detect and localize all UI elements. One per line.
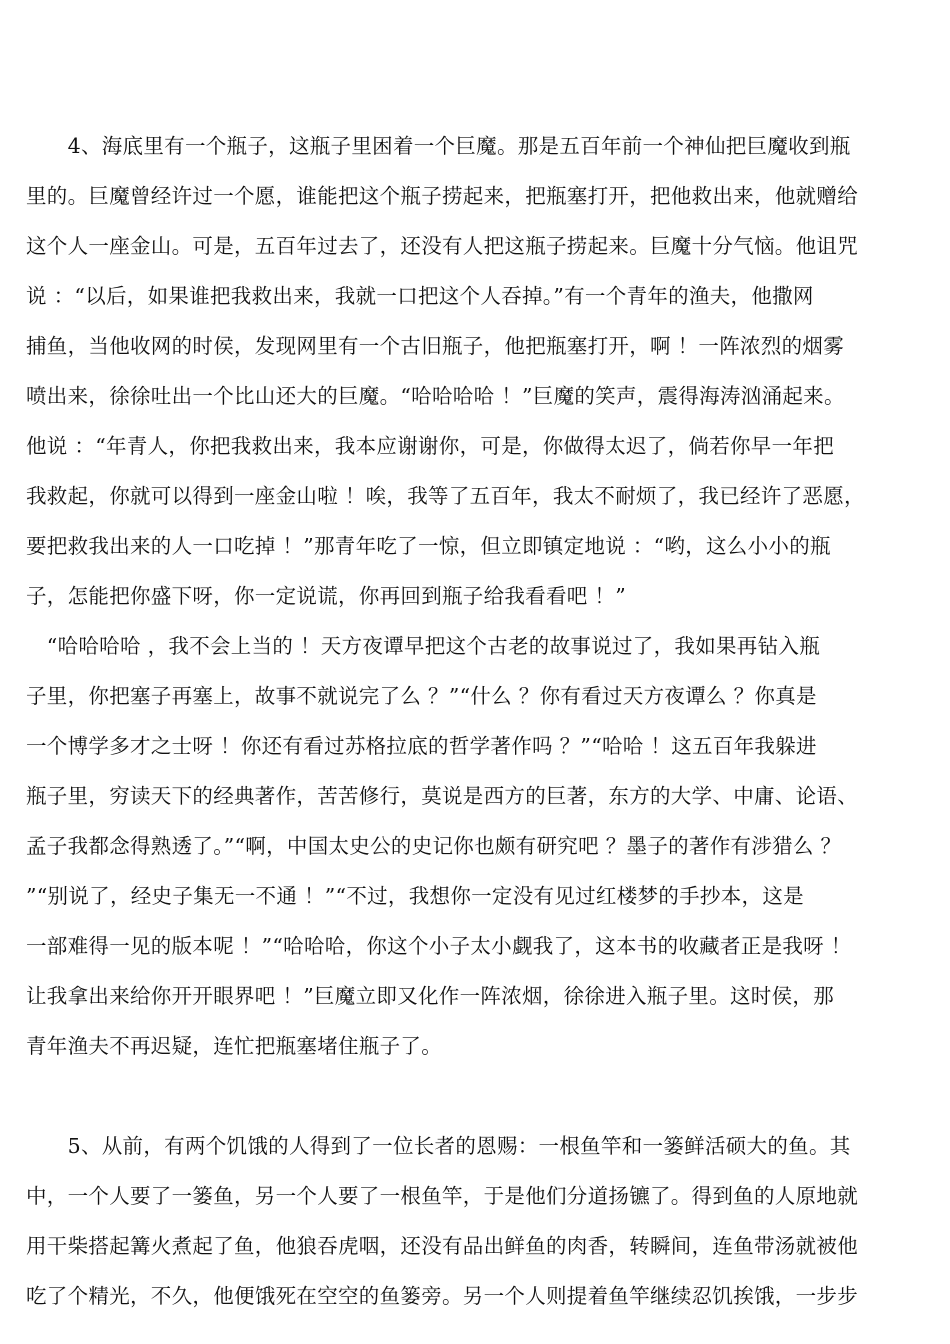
- text-line: 4、海底里有一个瓶子，这瓶子里困着一个巨魔。那是五百年前一个神仙把巨魔收到瓶: [26, 134, 851, 158]
- text-line: 要把救我出来的人一口吃掉 ！”那青年吃了一惊，但立即镇定地说 ：“哟，这么小小的瓶: [26, 534, 831, 558]
- text-line: 孟子我都念得熟透了。”“啊，中国太史公的史记你也颇有研究吧 ？墨子的著作有涉猎么 ？: [26, 834, 842, 858]
- text-line: 里的。巨魔曾经许过一个愿，谁能把这个瓶子捞起来，把瓶塞打开，把他救出来，他就赠给: [26, 184, 858, 208]
- text-line: 子，怎能把你盛下呀，你一定说谎，你再回到瓶子给我看看吧 ！”: [26, 584, 626, 608]
- text-line: 一个博学多才之士呀 ！你还有看过苏格拉底的哲学著作吗 ？”“哈哈 ！这五百年我躲进: [26, 734, 817, 758]
- text-line: 捕鱼，当他收网的时侯，发现网里有一个古旧瓶子，他把瓶塞打开，啊 ！一阵浓烈的烟雾: [26, 334, 845, 358]
- text-line: 让我拿出来给你开开眼界吧 ！”巨魔立即又化作一阵浓烟，徐徐进入瓶子里。这时侯，那: [26, 984, 834, 1008]
- text-line: 一部难得一见的版本呢 ！”“哈哈哈，你这个小子太小觑我了，这本书的收藏者正是我呀 ！: [26, 934, 852, 958]
- text-line: “哈哈哈哈 ，我不会上当的 ！天方夜谭早把这个古老的故事说过了，我如果再钻入瓶: [26, 634, 821, 658]
- text-line: 吃了个精光，不久，他便饿死在空空的鱼篓旁。另一个人则提着鱼竿继续忍饥挨饿，一步步: [26, 1284, 858, 1308]
- text-line: ”“别说了，经史子集无一不通 ！”“不过，我想你一定没有见过红楼梦的手抄本，这是: [26, 884, 804, 908]
- text-line: 中，一个人要了一篓鱼，另一个人要了一根鱼竿，于是他们分道扬镳了。得到鱼的人原地就: [26, 1184, 858, 1208]
- text-line: 用干柴搭起篝火煮起了鱼，他狼吞虎咽，还没有品出鲜鱼的肉香，转瞬间，连鱼带汤就被他: [26, 1234, 858, 1258]
- text-line: 我救起，你就可以得到一座金山啦 ！唉，我等了五百年，我太不耐烦了，我已经许了恶愿，: [26, 484, 865, 508]
- text-line: 5、从前，有两个饥饿的人得到了一位长者的恩赐：一根鱼竿和一篓鲜活硕大的鱼。其: [26, 1134, 851, 1158]
- text-line: 这个人一座金山。可是，五百年过去了，还没有人把这瓶子捞起来。巨魔十分气恼。他诅咒: [26, 234, 858, 258]
- text-line: 说 ：“以后，如果谁把我救出来，我就一口把这个人吞掉。”有一个青年的渔夫，他撒网: [26, 284, 814, 308]
- text-line: 喷出来，徐徐吐出一个比山还大的巨魔。“哈哈哈哈 ！”巨魔的笑声，震得海涛汹涌起来。: [26, 384, 845, 408]
- text-line: 他说 ：“年青人，你把我救出来，我本应谢谢你，可是，你做得太迟了，倘若你早一年把: [26, 434, 834, 458]
- text-line: 子里，你把塞子再塞上，故事不就说完了么 ？”“什么 ？你有看过天方夜谭么 ？你真是: [26, 684, 817, 708]
- text-line: 青年渔夫不再迟疑，连忙把瓶塞堵住瓶子了。: [26, 1034, 442, 1058]
- text-line: 瓶子里，穷读天下的经典著作，苦苦修行，莫说是西方的巨著，东方的大学、中庸、论语、: [26, 784, 858, 808]
